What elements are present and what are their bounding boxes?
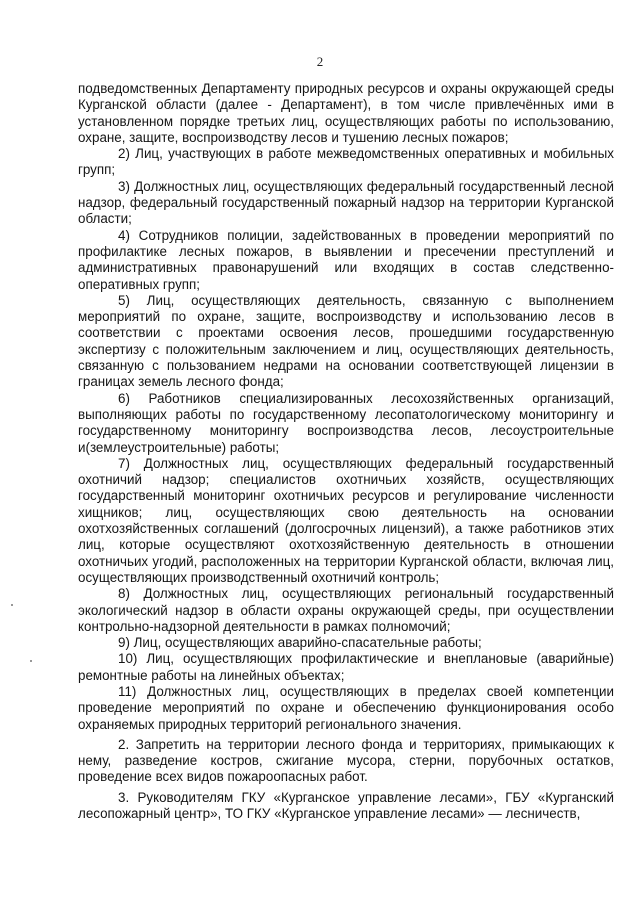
paragraph-clause-3: 3. Руководителям ГКУ «Курганское управление лесами», ГБУ «Курганский лесопожарный центр», ТО ГКУ «Курганское управление лесами» — лесничеств, <box>78 789 614 822</box>
scan-speck <box>11 604 13 606</box>
paragraph-item-9: 9) Лиц, осуществляющих аварийно-спасательные работы; <box>118 635 482 651</box>
paragraph-item-3: 3) Должностных лиц, осуществляющих федеральный государственный лесной надзор, федеральный государственный пожарный надзор на территории Курганской области; <box>78 178 614 227</box>
paragraph-clause-2: 2. Запретить на территории лесного фонда и территориях, примыкающих к нему, разведение костров, сжигание мусора, стерни, порубочных остатков, проведение всех видов пожароопасных работ. <box>78 736 614 785</box>
paragraph-item-8: 8) Должностных лиц, осуществляющих региональный государственный экологический надзор в области охраны окружающей среды, при осуществлении контрольно-надзорной деятельности в рамках полномочий; <box>78 586 614 634</box>
paragraph-continuation: подведомственных Департаменту природных ресурсов и охраны окружающей среды Курганской области (далее - Департамент), в том числе привлечённых ими в установленном порядке третьих лиц, осуществляющих работы по использованию, охране, защите, воспроизводству лесов и тушению лесных пожаров; <box>78 81 614 145</box>
page-number: 2 <box>316 54 324 69</box>
document-body <box>78 81 614 822</box>
paragraph-item-4: 4) Сотрудников полиции, задействованных в проведении мероприятий по профилактике лесных пожаров, в выявлении и пресечении преступлений и административных правонарушений или входящих в состав следственно-оперативных групп; <box>78 227 614 292</box>
paragraph-item-7: 7) Должностных лиц, осуществляющих федеральный государственный охотничий надзор; специалистов охотничьих хозяйств, осуществляющих государственный мониторинг охотничьих ресурсов и регулирование численности хищников; лиц, осуществляющих свою деятельность на основании охотхозяйственных соглашений (долгосрочных лицензий), а также работников этих лиц, которые осуществляют охотхозяйственную деятельность в отношении охотничьих угодий, расположенных на территории Курганской области, включая лиц, осуществляющих производственный охотничий контроль; <box>78 455 614 585</box>
scan-speck <box>30 660 32 662</box>
paragraph-item-2: 2) Лиц, участвующих в работе межведомственных оперативных и мобильных групп; <box>78 146 614 178</box>
paragraph-item-5: 5) Лиц, осуществляющих деятельность, связанную с выполнением мероприятий по охране, защите, воспроизводству и использованию лесов в соответствии с проектами освоения лесов, прошедшими государственную экспертизу с положительным заключением и лиц, осуществляющих деятельность, связанную с пользованием недрами на основании соответствующей лицензии в границах земель лесного фонда; <box>78 292 614 390</box>
paragraph-item-11: 11) Должностных лиц, осуществляющих в пределах своей компетенции проведение мероприятий по охране и обеспечению функционирования особо охраняемых природных территорий регионального значения. <box>78 683 614 732</box>
paragraph-item-10: 10) Лиц, осуществляющих профилактические и внеплановые (аварийные) ремонтные работы на линейных объектах; <box>78 651 614 683</box>
paragraph-item-6: 6) Работников специализированных лесохозяйственных организаций, выполняющих работы по государственному лесопатологическому мониторингу и государственному мониторингу воспроизводства лесов, лесоустроительные и(землеустроительные) работы; <box>78 390 614 455</box>
